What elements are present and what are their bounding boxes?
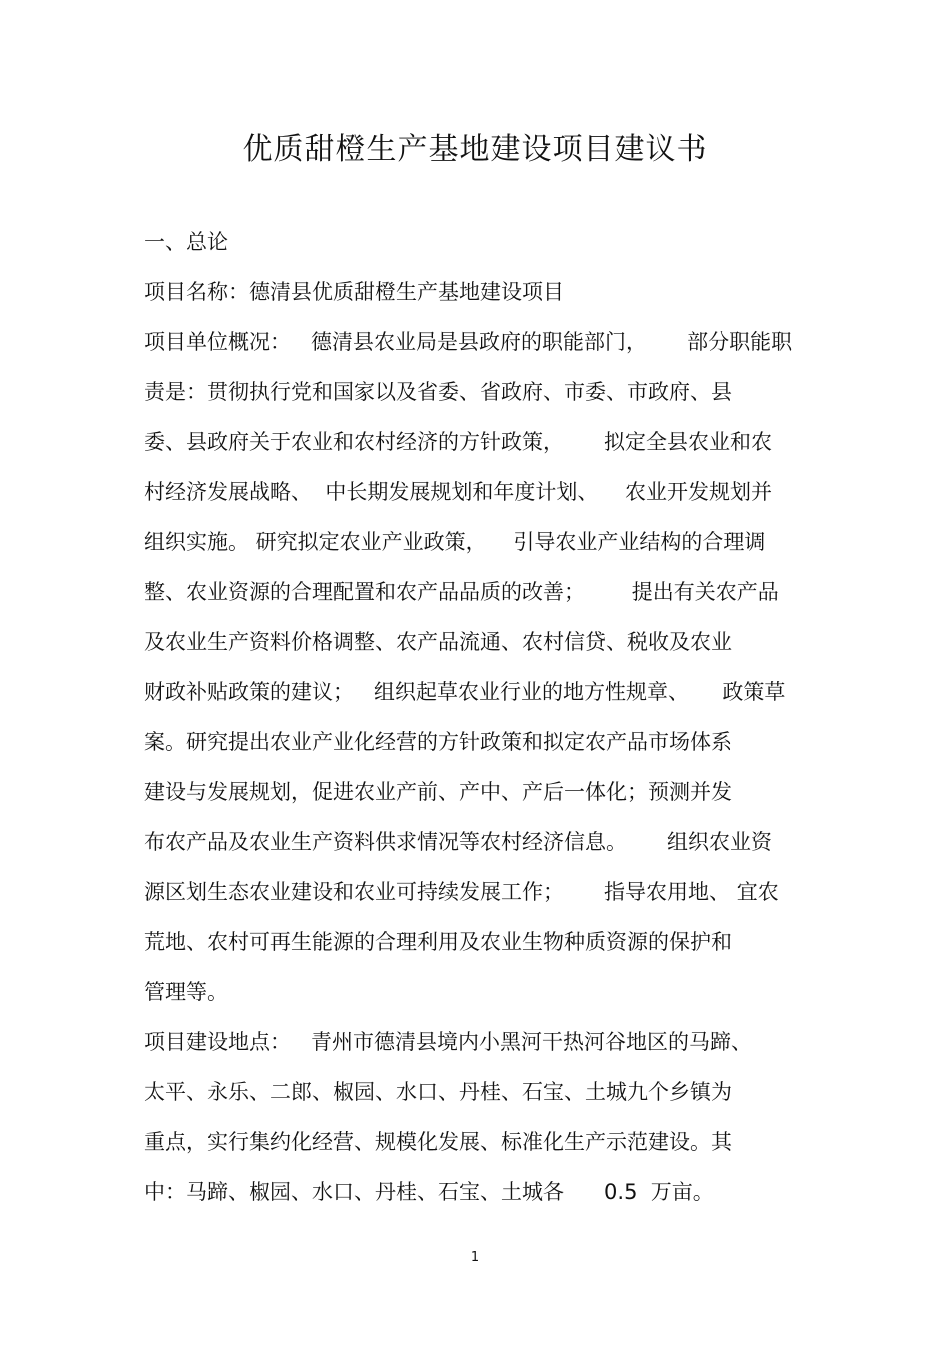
body-line: 源区划生态农业建设和农业可持续发展工作； 指导农用地、 宜农 <box>144 880 779 904</box>
body-line: 管理等。 <box>144 980 228 1004</box>
body-line: 及农业生产资料价格调整、农产品流通、农村信贷、税收及农业 <box>144 630 732 654</box>
body-line: 建设与发展规划，促进农业产前、产中、产后一体化；预测并发 <box>144 780 732 804</box>
body-line: 案。研究提出农业产业化经营的方针政策和拟定农产品市场体系 <box>144 730 732 754</box>
body-line: 项目建设地点： 青州市德清县境内小黑河干热河谷地区的马蹄、 <box>144 1030 753 1054</box>
body-line: 项目单位概况： 德清县农业局是县政府的职能部门， 部分职能职 <box>144 330 793 354</box>
body-line: 组织实施。 研究拟定农业产业政策， 引导农业产业结构的合理调 <box>144 530 766 554</box>
body-line: 村经济发展战略、 中长期发展规划和年度计划、 农业开发规划并 <box>144 480 773 504</box>
body-line: 委、县政府关于农业和农村经济的方针政策， 拟定全县农业和农 <box>144 430 773 454</box>
document-title: 优质甜橙生产基地建设项目建议书 <box>242 132 708 167</box>
body-line: 布农产品及农业生产资料供求情况等农村经济信息。 组织农业资 <box>144 830 773 854</box>
body-line: 太平、永乐、二郎、椒园、水口、丹桂、石宝、土城九个乡镇为 <box>144 1080 732 1104</box>
body-line: 整、农业资源的合理配置和农产品品质的改善； 提出有关农产品 <box>144 580 779 604</box>
section-heading: 一、总论 <box>144 230 228 254</box>
body-line: 中：马蹄、椒园、水口、丹桂、石宝、土城各 0.5 万亩。 <box>144 1180 714 1204</box>
body-line: 财政补贴政策的建议； 组织起草农业行业的地方性规章、 政策草 <box>144 680 786 704</box>
body-line: 项目名称：德清县优质甜橙生产基地建设项目 <box>144 280 564 304</box>
page-number: 1 <box>470 1250 480 1265</box>
body-line: 荒地、农村可再生能源的合理利用及农业生物种质资源的保护和 <box>144 930 732 954</box>
body-line: 责是：贯彻执行党和国家以及省委、省政府、市委、市政府、县 <box>144 380 732 404</box>
body-line: 重点，实行集约化经营、规模化发展、标准化生产示范建设。其 <box>144 1130 732 1154</box>
